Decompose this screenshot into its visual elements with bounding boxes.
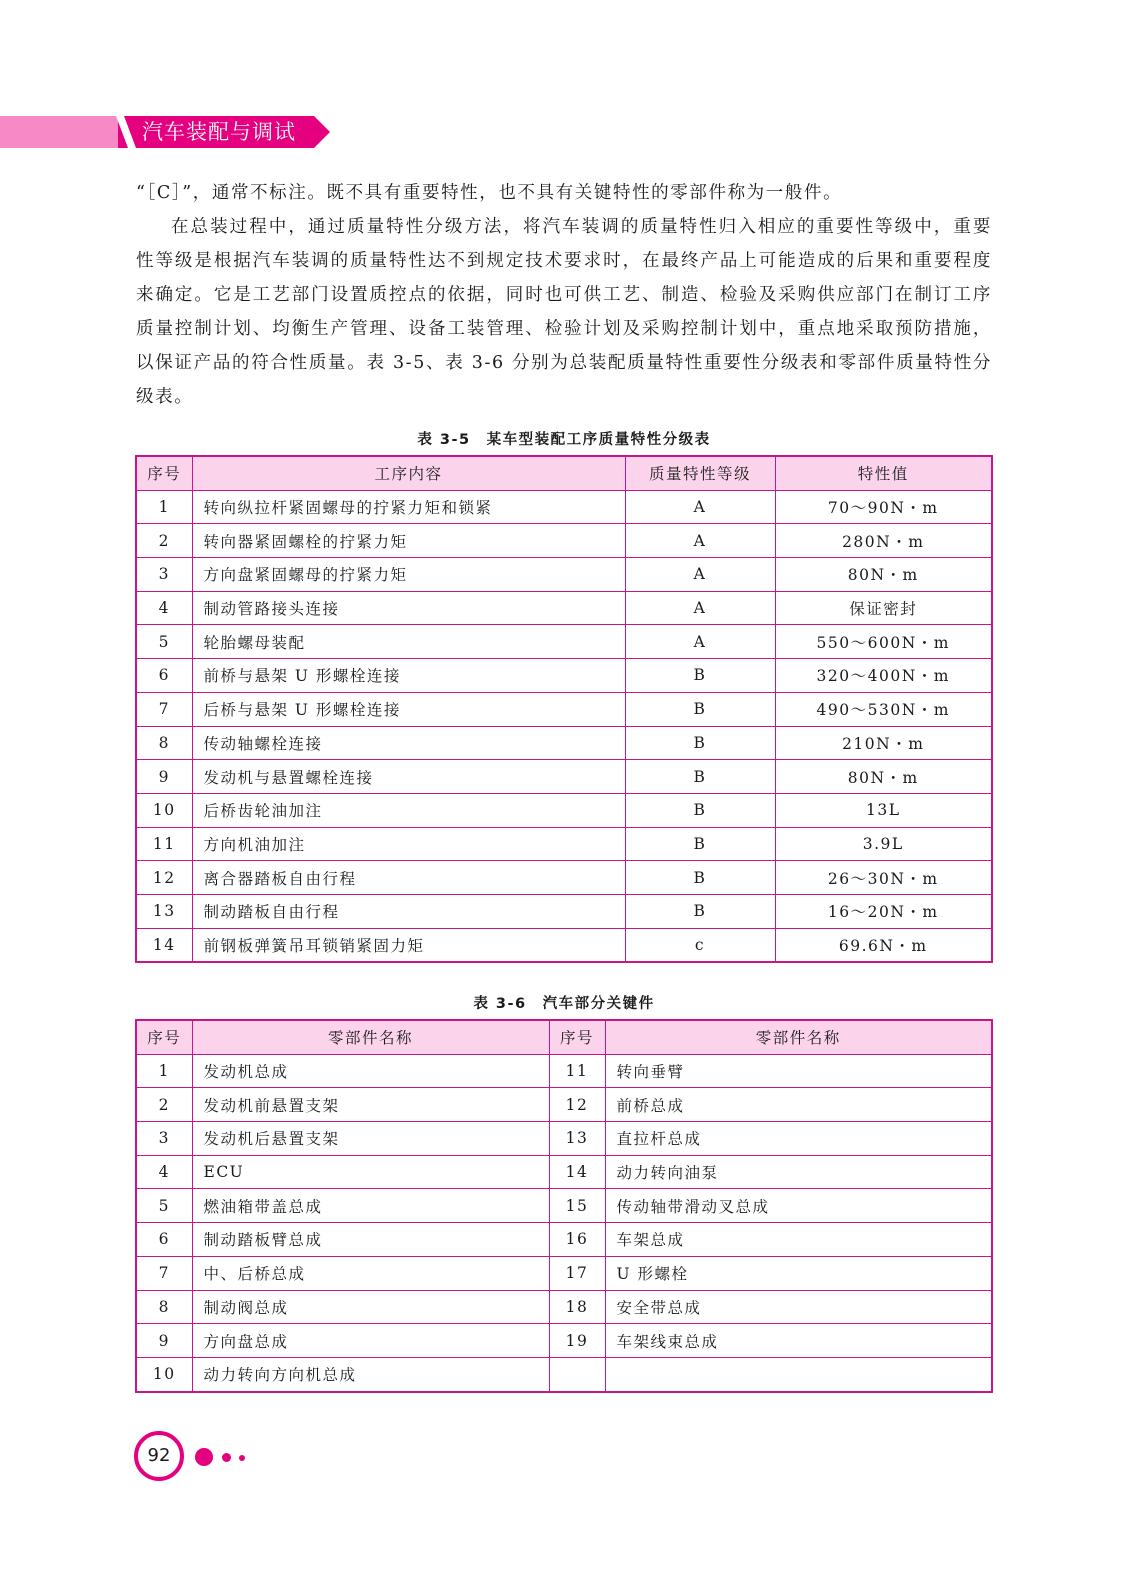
paragraph-2: 在总装过程中，通过质量特性分级方法，将汽车装调的质量特性归入相应的重要性等级中，重要性等级是根据汽车装调的质量特性达不到规定技术要求时，在最终产品上可能造成的后果和重要程度来确定。它是工艺部门设置质控点的依据，同时也可供工艺、制造、检验及采购供应部门在制订工序质量控制计划、均衡生产管理、设备工装管理、检验计划及采购控制计划中，重点地采取预防措施，以保证产品的符合性质量。表 3-5、表 3-6 分别为总装配质量特性重要性分级表和零部件质量特性分级表。 (136, 217, 992, 407)
table-cell: 9 (136, 1324, 192, 1358)
table-cell (605, 1357, 992, 1391)
book-title: 汽车装配与调试 (142, 120, 296, 144)
table-cell: 16 (549, 1223, 605, 1257)
table-cell: 转向垂臂 (605, 1054, 992, 1088)
table-cell: 车架总成 (605, 1223, 992, 1257)
decorative-dot (195, 1448, 213, 1466)
table-cell: 直拉杆总成 (605, 1122, 992, 1156)
table-cell: B (625, 793, 775, 827)
table-cell: 前钢板弹簧吊耳锁销紧固力矩 (192, 928, 625, 962)
table-cell: 制动踏板臂总成 (192, 1223, 549, 1257)
table-cell: B (625, 861, 775, 895)
paragraph-1: “［C］”，通常不标注。既不具有重要特性，也不具有关键特性的零部件称为一般件。 (136, 183, 843, 203)
table-cell: 9 (136, 760, 192, 794)
table-cell: 17 (549, 1256, 605, 1290)
table-row (136, 726, 992, 760)
column-header: 序号 (136, 456, 192, 490)
table-cell: 4 (136, 591, 192, 625)
table-3-5-caption: 表 3-5 某车型装配工序质量特性分级表 (417, 432, 711, 448)
table-cell: 中、后桥总成 (192, 1256, 549, 1290)
table-cell: 后桥齿轮油加注 (192, 793, 625, 827)
table-row (136, 1189, 992, 1223)
table-cell: B (625, 692, 775, 726)
table-cell: 1 (136, 490, 192, 524)
table-cell: ECU (192, 1155, 549, 1189)
table-row (136, 1054, 992, 1088)
table-row (136, 659, 992, 693)
table-cell: 18 (549, 1290, 605, 1324)
table-header-row (136, 456, 992, 490)
table-cell: 13L (775, 793, 992, 827)
page-number: 92 (147, 1445, 171, 1466)
table-cell: 15 (549, 1189, 605, 1223)
table-cell: A (625, 625, 775, 659)
table-cell: 动力转向方向机总成 (192, 1357, 549, 1391)
table-cell: 1 (136, 1054, 192, 1088)
table-row (136, 558, 992, 592)
table-cell: 26～30N・m (775, 861, 992, 895)
table-row (136, 1357, 992, 1391)
page-number-badge (134, 1431, 184, 1481)
table-cell: B (625, 659, 775, 693)
table-cell: 转向器紧固螺栓的拧紧力矩 (192, 524, 625, 558)
table-cell: 14 (136, 928, 192, 962)
decorative-dot (239, 1455, 245, 1461)
table-row (136, 625, 992, 659)
table-row (136, 827, 992, 861)
table-cell: B (625, 894, 775, 928)
table-cell: 11 (549, 1054, 605, 1088)
table-cell: 3 (136, 558, 192, 592)
table-cell: 离合器踏板自由行程 (192, 861, 625, 895)
table-cell: 轮胎螺母装配 (192, 625, 625, 659)
column-header: 质量特性等级 (625, 456, 775, 490)
table-cell: 13 (136, 894, 192, 928)
table-cell: 方向盘紧固螺母的拧紧力矩 (192, 558, 625, 592)
table-cell: 发动机总成 (192, 1054, 549, 1088)
table-cell: 发动机与悬置螺栓连接 (192, 760, 625, 794)
table-cell: B (625, 760, 775, 794)
table-row (136, 1155, 992, 1189)
table-3-5-body (136, 490, 992, 962)
table-cell: 14 (549, 1155, 605, 1189)
table-cell: 3.9L (775, 827, 992, 861)
table-cell: 传动轴螺栓连接 (192, 726, 625, 760)
table-cell: 6 (136, 1223, 192, 1257)
table-cell: 550～600N・m (775, 625, 992, 659)
column-header: 特性值 (775, 456, 992, 490)
table-cell: 前桥总成 (605, 1088, 992, 1122)
table-row (136, 1088, 992, 1122)
table-cell: 5 (136, 625, 192, 659)
table-row (136, 793, 992, 827)
table-cell: 70～90N・m (775, 490, 992, 524)
table-cell: 16～20N・m (775, 894, 992, 928)
table-cell: 80N・m (775, 558, 992, 592)
table-row (136, 760, 992, 794)
table-cell: 传动轴带滑动叉总成 (605, 1189, 992, 1223)
table-cell: 发动机前悬置支架 (192, 1088, 549, 1122)
table-cell: c (625, 928, 775, 962)
column-header: 工序内容 (192, 456, 625, 490)
table-cell: 3 (136, 1122, 192, 1156)
table-cell: 69.6N・m (775, 928, 992, 962)
table-cell: 方向盘总成 (192, 1324, 549, 1358)
table-cell: 320～400N・m (775, 659, 992, 693)
column-header: 序号 (136, 1020, 192, 1054)
table-row (136, 1324, 992, 1358)
table-cell: A (625, 558, 775, 592)
table-row (136, 524, 992, 558)
table-row (136, 1223, 992, 1257)
table-cell: 转向纵拉杆紧固螺母的拧紧力矩和锁紧 (192, 490, 625, 524)
table-row (136, 692, 992, 726)
table-row (136, 861, 992, 895)
table-row (136, 591, 992, 625)
table-cell: 10 (136, 1357, 192, 1391)
table-cell: 8 (136, 1290, 192, 1324)
table-cell: 12 (136, 861, 192, 895)
table-row (136, 894, 992, 928)
table-cell: U 形螺栓 (605, 1256, 992, 1290)
table-header-row (136, 1020, 992, 1054)
table-3-6-body (136, 1054, 992, 1391)
table-cell: 12 (549, 1088, 605, 1122)
table-row (136, 1290, 992, 1324)
table-cell: 7 (136, 692, 192, 726)
table-cell: 保证密封 (775, 591, 992, 625)
table-cell: 车架线束总成 (605, 1324, 992, 1358)
table-cell: 燃油箱带盖总成 (192, 1189, 549, 1223)
table-cell: 方向机油加注 (192, 827, 625, 861)
table-cell (549, 1357, 605, 1391)
table-cell: B (625, 726, 775, 760)
table-cell: 19 (549, 1324, 605, 1358)
table-cell: 7 (136, 1256, 192, 1290)
table-cell: A (625, 524, 775, 558)
table-cell: 80N・m (775, 760, 992, 794)
table-cell: 13 (549, 1122, 605, 1156)
table-row (136, 490, 992, 524)
column-header: 零部件名称 (605, 1020, 992, 1054)
table-cell: 发动机后悬置支架 (192, 1122, 549, 1156)
table-3-6-caption: 表 3-6 汽车部分关键件 (473, 996, 655, 1012)
table-cell: 制动管路接头连接 (192, 591, 625, 625)
table-cell: 210N・m (775, 726, 992, 760)
table-cell: 4 (136, 1155, 192, 1189)
table-cell: 490～530N・m (775, 692, 992, 726)
table-cell: A (625, 490, 775, 524)
table-cell: 11 (136, 827, 192, 861)
column-header: 零部件名称 (192, 1020, 549, 1054)
table-cell: 6 (136, 659, 192, 693)
decorative-dot (222, 1453, 231, 1462)
table-cell: 280N・m (775, 524, 992, 558)
table-cell: B (625, 827, 775, 861)
table-cell: 前桥与悬架 U 形螺栓连接 (192, 659, 625, 693)
table-cell: 5 (136, 1189, 192, 1223)
column-header: 序号 (549, 1020, 605, 1054)
table-3-6 (135, 1019, 993, 1393)
table-row (136, 1256, 992, 1290)
table-cell: 2 (136, 524, 192, 558)
table-cell: 后桥与悬架 U 形螺栓连接 (192, 692, 625, 726)
table-cell: 10 (136, 793, 192, 827)
table-cell: 制动踏板自由行程 (192, 894, 625, 928)
table-cell: 安全带总成 (605, 1290, 992, 1324)
table-cell: A (625, 591, 775, 625)
table-3-5 (135, 455, 993, 963)
table-row (136, 1122, 992, 1156)
table-cell: 制动阀总成 (192, 1290, 549, 1324)
table-cell: 2 (136, 1088, 192, 1122)
table-row (136, 928, 992, 962)
table-cell: 动力转向油泵 (605, 1155, 992, 1189)
table-cell: 8 (136, 726, 192, 760)
